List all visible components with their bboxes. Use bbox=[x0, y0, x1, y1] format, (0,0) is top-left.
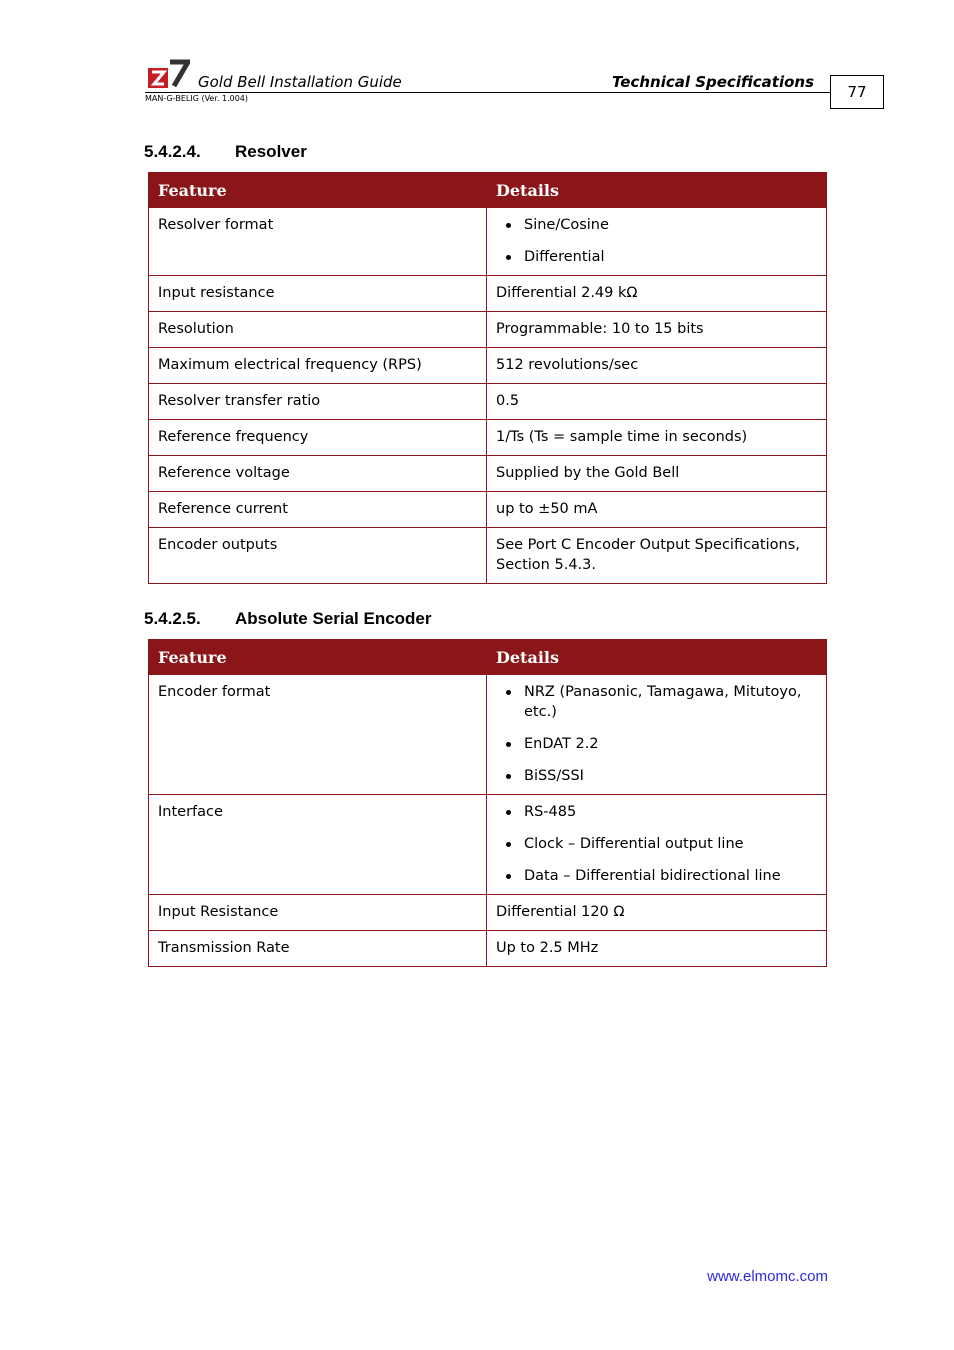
table-row bbox=[149, 348, 827, 384]
details-cell: 0.5 bbox=[487, 384, 827, 420]
details-cell bbox=[487, 208, 827, 276]
resolver-section-title: Resolver bbox=[235, 142, 307, 161]
serial-encoder-section-title: Absolute Serial Encoder bbox=[235, 609, 432, 628]
table-row bbox=[149, 675, 827, 795]
encoder-format-list bbox=[496, 682, 817, 786]
table-row bbox=[149, 384, 827, 420]
list-item: RS-485 bbox=[496, 802, 817, 822]
table-row bbox=[149, 312, 827, 348]
details-cell: 1/Ts (Ts = sample time in seconds) bbox=[487, 420, 827, 456]
list-item: Data – Differential bidirectional line bbox=[496, 866, 817, 886]
website-link[interactable]: www.elmomc.com bbox=[707, 1268, 828, 1285]
table-row bbox=[149, 931, 827, 967]
feature-cell: Input resistance bbox=[149, 276, 487, 312]
resolver-section-number: 5.4.2.4. bbox=[144, 142, 201, 161]
column-header-details: Details bbox=[487, 640, 827, 675]
document-code: MAN-G-BELIG (Ver. 1.004) bbox=[145, 94, 248, 103]
details-cell bbox=[487, 795, 827, 895]
list-item: Clock – Differential output line bbox=[496, 834, 817, 854]
details-cell: Supplied by the Gold Bell bbox=[487, 456, 827, 492]
page-number: 77 bbox=[830, 75, 884, 109]
details-cell: 512 revolutions/sec bbox=[487, 348, 827, 384]
feature-cell: Resolution bbox=[149, 312, 487, 348]
table-row bbox=[149, 528, 827, 584]
serial-encoder-table bbox=[148, 639, 827, 967]
list-item: Sine/Cosine bbox=[496, 215, 817, 235]
details-cell: Differential 2.49 kΩ bbox=[487, 276, 827, 312]
table-header-row bbox=[149, 640, 827, 675]
table-row bbox=[149, 276, 827, 312]
list-item: BiSS/SSI bbox=[496, 766, 817, 786]
feature-cell: Interface bbox=[149, 795, 487, 895]
details-cell: Up to 2.5 MHz bbox=[487, 931, 827, 967]
resolver-format-list bbox=[496, 215, 817, 267]
feature-cell: Encoder format bbox=[149, 675, 487, 795]
column-header-details: Details bbox=[487, 173, 827, 208]
feature-cell: Maximum electrical frequency (RPS) bbox=[149, 348, 487, 384]
table-row bbox=[149, 795, 827, 895]
serial-encoder-section-number: 5.4.2.5. bbox=[144, 609, 201, 628]
header-divider bbox=[145, 92, 830, 93]
details-cell: See Port C Encoder Output Specifications, Section 5.4.3. bbox=[487, 528, 827, 584]
feature-cell: Reference voltage bbox=[149, 456, 487, 492]
details-cell: Programmable: 10 to 15 bits bbox=[487, 312, 827, 348]
table-row bbox=[149, 420, 827, 456]
feature-cell: Reference current bbox=[149, 492, 487, 528]
details-cell bbox=[487, 675, 827, 795]
feature-cell: Resolver transfer ratio bbox=[149, 384, 487, 420]
table-row bbox=[149, 895, 827, 931]
page-header bbox=[0, 0, 954, 120]
feature-cell: Reference frequency bbox=[149, 420, 487, 456]
resolver-table bbox=[148, 172, 827, 584]
list-item: Differential bbox=[496, 247, 817, 267]
table-header-row bbox=[149, 173, 827, 208]
interface-list bbox=[496, 802, 817, 886]
column-header-feature: Feature bbox=[149, 173, 487, 208]
details-cell: Differential 120 Ω bbox=[487, 895, 827, 931]
feature-cell: Encoder outputs bbox=[149, 528, 487, 584]
feature-cell: Input Resistance bbox=[149, 895, 487, 931]
list-item: EnDAT 2.2 bbox=[496, 734, 817, 754]
feature-cell: Transmission Rate bbox=[149, 931, 487, 967]
column-header-feature: Feature bbox=[149, 640, 487, 675]
elmo-logo-icon bbox=[148, 58, 190, 88]
resolver-heading bbox=[144, 142, 307, 162]
serial-encoder-heading bbox=[144, 609, 432, 629]
details-cell: up to ±50 mA bbox=[487, 492, 827, 528]
header-section-title: Technical Specifications bbox=[611, 73, 814, 91]
table-row bbox=[149, 456, 827, 492]
feature-cell: Resolver format bbox=[149, 208, 487, 276]
document-title: Gold Bell Installation Guide bbox=[198, 73, 402, 91]
list-item: NRZ (Panasonic, Tamagawa, Mitutoyo, etc.) bbox=[496, 682, 817, 722]
table-row bbox=[149, 208, 827, 276]
table-row bbox=[149, 492, 827, 528]
